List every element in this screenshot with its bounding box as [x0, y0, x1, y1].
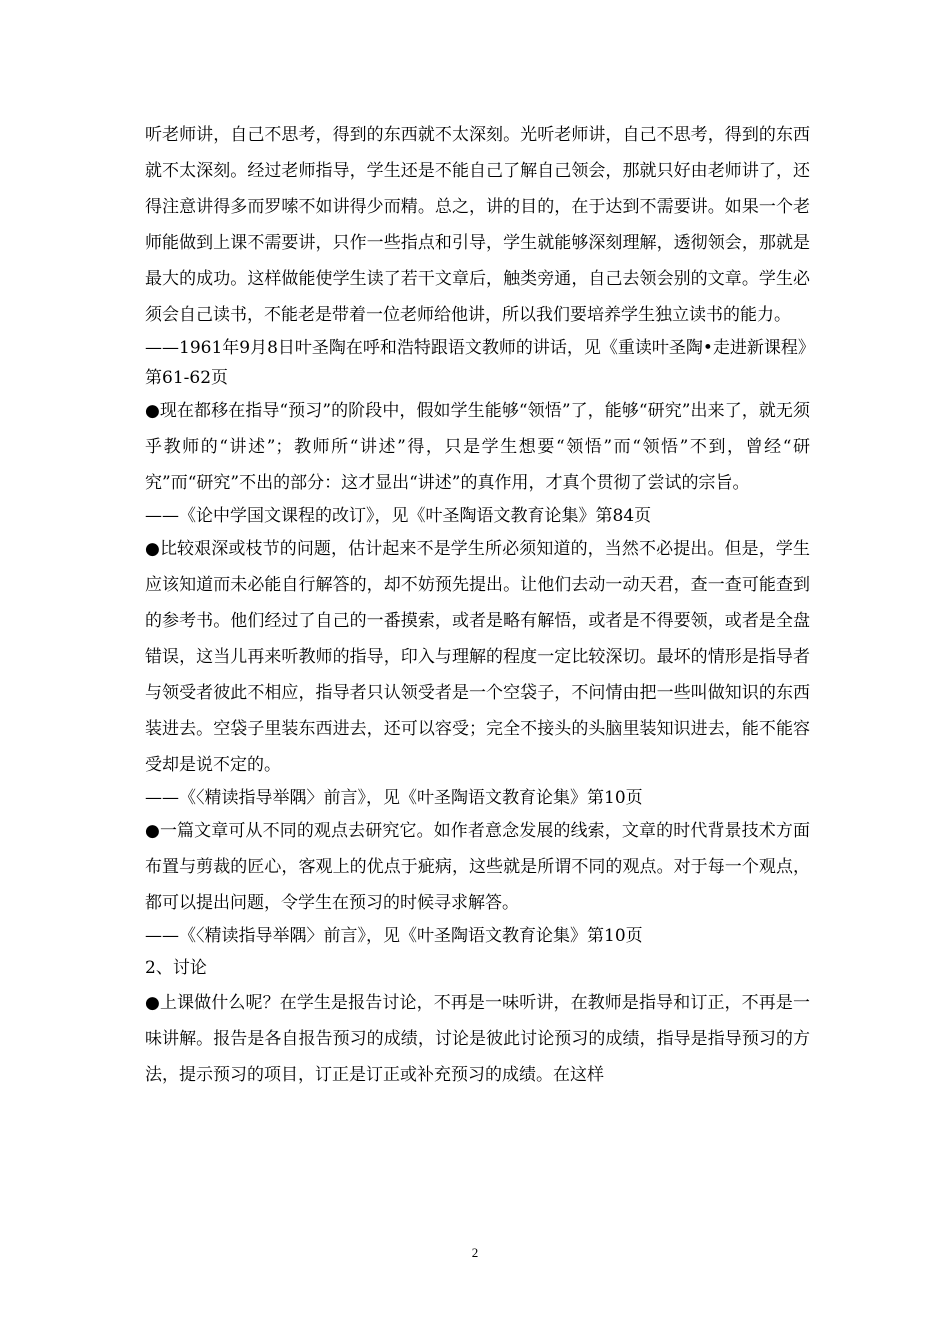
page-body	[145, 117, 810, 1093]
citation-intensive-reading-1: ——《〈精读指导举隅〉前言》，见《叶圣陶语文教育论集》第10页	[145, 788, 643, 808]
citation-intensive-reading-2: ——《〈精读指导举隅〉前言》，见《叶圣陶语文教育论集》第10页	[145, 926, 643, 946]
paragraph-preview-guidance: ●现在都移在指导“预习”的阶段中，假如学生能够“领悟”了，能够“研究”出来了，就无须乎教师的“讲述”；教师所“讲述”得，只是学生想要“领悟”而“领悟”不到，曾经“研究”而“研究”不出的部分：这才显出“讲述”的真作用，才真个贯彻了尝试的宗旨。	[145, 401, 810, 493]
page-number: 2	[471, 1245, 479, 1260]
citation-curriculum-reform: ——《论中学国文课程的改订》，见《叶圣陶语文教育论集》第84页	[145, 506, 652, 526]
citation-1961-speech: ——1961年9月8日叶圣陶在呼和浩特跟语文教师的讲话，见《重读叶圣陶•走进新课程》第61-62页	[145, 338, 807, 388]
section-heading-discussion: 2、讨论	[145, 958, 207, 978]
paragraph-lecture-quote: 听老师讲，自己不思考，得到的东西就不太深刻。光听老师讲，自己不思考，得到的东西就不太深刻。经过老师指导，学生还是不能自己了解自己领会，那就只好由老师讲了，还得注意讲得多而罗嗦不如讲得少而精。总之，讲的目的，在于达到不需要讲。如果一个老师能做到上课不需要讲，只作一些指点和引导，学生就能够深刻理解，透彻领会，那就是最大的成功。这样做能使学生读了若干文章后，触类旁通，自己去领会别的文章。学生必须会自己读书，不能老是带着一位老师给他讲，所以我们要培养学生独立读书的能力。	[145, 125, 810, 325]
paragraph-viewpoints: ●一篇文章可从不同的观点去研究它。如作者意念发展的线索，文章的时代背景技术方面布置与剪裁的匠心，客观上的优点于疵病，这些就是所谓不同的观点。对于每一个观点，都可以提出问题，令学生在预习的时候寻求解答。	[145, 821, 810, 913]
paragraph-difficult-questions: ●比较艰深或枝节的问题，估计起来不是学生所必须知道的，当然不必提出。但是，学生应该知道而未必能自行解答的，却不妨预先提出。让他们去动一动天君，查一查可能查到的参考书。他们经过了自己的一番摸索，或者是略有解悟，或者是不得要领，或者是全盘错误，这当儿再来听教师的指导，印入与理解的程度一定比较深切。最坏的情形是指导者与领受者彼此不相应，指导者只认领受者是一个空袋子，不问情由把一些叫做知识的东西装进去。空袋子里装东西进去，还可以容受；完全不接头的头脑里装知识进去，能不能容受却是说不定的。	[145, 539, 810, 775]
paragraph-class-activity: ●上课做什么呢？在学生是报告讨论，不再是一味听讲，在教师是指导和订正，不再是一味讲解。报告是各自报告预习的成绩，讨论是彼此讨论预习的成绩，指导是指导预习的方法，提示预习的项目，订正是订正或补充预习的成绩。在这样	[145, 993, 810, 1085]
